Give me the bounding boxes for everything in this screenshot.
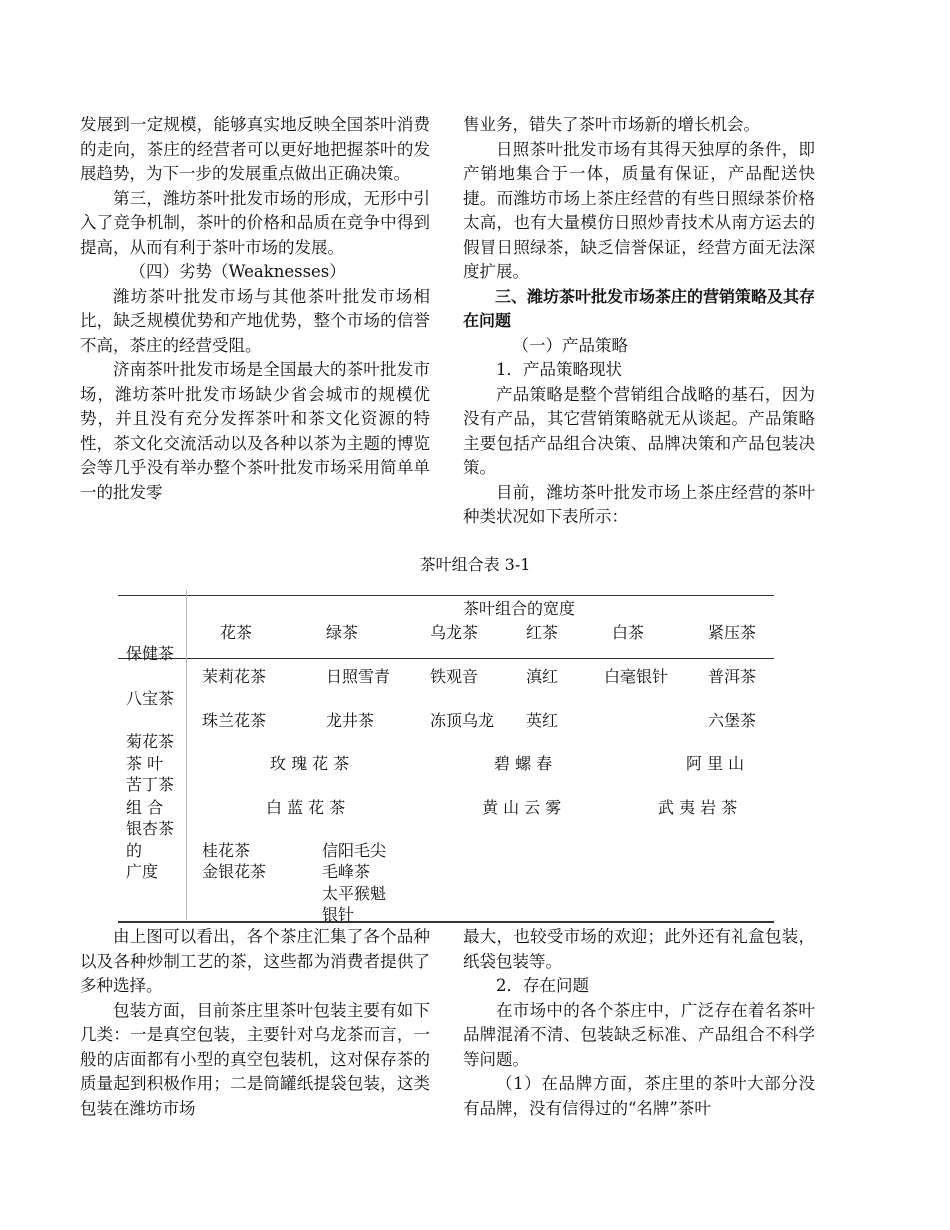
depth-label: 苦丁茶 — [126, 775, 175, 794]
depth-label: 广度 — [126, 862, 159, 881]
depth-label: 茶 叶 — [126, 754, 164, 773]
col-header-compressed: 紧压茶 — [708, 623, 757, 642]
right-column-top — [463, 113, 815, 530]
paragraph: 由上图可以看出，各个茶庄汇集了各个品种以及各种炒制工艺的茶，这些都为消费者提供了多种选择。 — [80, 927, 430, 995]
paragraph: 产品策略是整个营销组合战略的基石，因为没有产品，其它营销策略就无从谈起。产品策略主要包括产品组合决策、品牌决策和产品包装决策。 — [463, 384, 815, 477]
table-cell: 英红 — [526, 711, 559, 730]
table-cell: 日照雪青 — [326, 667, 391, 686]
right-column-bottom — [463, 925, 815, 1121]
table-cell: 滇红 — [526, 667, 559, 686]
paragraph: （1）在品牌方面，茶庄里的茶叶大部分没有品牌，没有信得过的“名牌”茶叶 — [463, 1074, 815, 1118]
table-cell: 毛峰茶 — [322, 862, 371, 881]
table-cell: 桂花茶 — [202, 841, 251, 860]
table-cell: 冻顶乌龙 — [430, 711, 495, 730]
table-cell: 金银花茶 — [202, 862, 267, 881]
paragraph: 目前，潍坊茶叶批发市场上茶庄经营的茶叶种类状况如下表所示： — [463, 482, 815, 526]
subsection-heading: （一）产品策略 — [512, 335, 628, 355]
depth-label: 组 合 — [126, 798, 164, 817]
paragraph: 第三，潍坊茶叶批发市场的形成，无形中引入了竞争机制，茶叶的价格和品质在竞争中得到提高，从而有利于茶叶市场的发展。 — [80, 188, 430, 257]
table-cell: 黄 山 云 雾 — [482, 798, 562, 817]
table-bottom-rule — [118, 921, 774, 923]
table-cell: 信阳毛尖 — [322, 841, 387, 860]
table-cell: 阿 里 山 — [686, 754, 745, 773]
table-cell: 六堡茶 — [708, 711, 757, 730]
table-top-rule — [118, 595, 774, 596]
depth-label: 菊花茶 — [126, 732, 175, 751]
col-header-black: 红茶 — [526, 623, 559, 642]
table-cell: 玫 瑰 花 茶 — [270, 754, 350, 773]
col-header-flower: 花茶 — [220, 623, 253, 642]
table-cell: 龙井茶 — [326, 711, 375, 730]
subsection-heading: 1．产品策略现状 — [496, 360, 622, 379]
paragraph: 包装方面，目前茶庄里茶叶包装主要有如下几类：一是真空包装，主要针对乌龙茶而言，一般的店面都有小型的真空包装机，这对保存茶的质量起到积极作用；二是筒罐纸提袋包装，这类包装在潍坊市场 — [80, 1000, 430, 1118]
depth-label: 银杏茶 — [126, 819, 175, 838]
width-header: 茶叶组合的宽度 — [463, 599, 576, 618]
depth-label: 八宝茶 — [126, 689, 175, 708]
table-cell: 碧 螺 春 — [494, 754, 553, 773]
table-header-rule — [118, 658, 774, 659]
table-cell: 普洱茶 — [708, 667, 757, 686]
col-header-green: 绿茶 — [326, 623, 359, 642]
left-column-top — [80, 113, 430, 505]
section-heading: 三、潍坊茶叶批发市场茶庄的营销策略及其存在问题 — [463, 286, 816, 330]
paragraph: 潍坊茶叶批发市场与其他茶叶批发市场相比，缺乏规模优势和产地优势，整个市场的信誉不高，茶庄的经营受阻。 — [80, 286, 430, 355]
table-caption: 茶叶组合表 3-1 — [419, 555, 531, 574]
table-cell: 白 蓝 花 茶 — [266, 798, 346, 817]
paragraph: 发展到一定规模，能够真实地反映全国茶叶消费的走向，茶庄的经营者可以更好地把握茶叶的发展趋势，为下一步的发展重点做出正确决策。 — [80, 115, 430, 183]
left-column-bottom — [80, 925, 430, 1121]
paragraph: 日照茶叶批发市场有其得天独厚的条件，即产销地集合于一体，质量有保证，产品配送快捷。而潍坊市场上茶庄经营的有些日照绿茶价格太高，也有大量模仿日照炒青技术从南方运去的假冒日照绿茶，缺乏信誉保证，经营方面无法深度扩展。 — [463, 139, 815, 281]
paragraph: 最大，也较受市场的欢迎；此外还有礼盒包装，纸袋包装等。 — [463, 927, 815, 971]
table-vertical-rule — [186, 590, 187, 920]
table-cell: 珠兰花茶 — [202, 711, 267, 730]
subsection-heading: 2．存在问题 — [496, 976, 589, 995]
table-cell: 白毫银针 — [604, 667, 669, 686]
col-header-white: 白茶 — [612, 623, 645, 642]
depth-label: 的 — [126, 841, 143, 860]
table-cell: 武 夷 岩 茶 — [658, 798, 738, 817]
depth-label: 保健茶 — [126, 644, 175, 663]
paragraph: 售业务，错失了茶叶市场新的增长机会。 — [463, 115, 760, 134]
paragraph: 在市场中的各个茶庄中，广泛存在着名茶叶品牌混淆不清、包装缺乏标准、产品组合不科学等问题。 — [463, 1000, 815, 1069]
table-cell: 茉莉花茶 — [202, 667, 267, 686]
table-cell: 银针 — [322, 905, 355, 924]
section-heading: （四）劣势（Weaknesses） — [129, 262, 346, 281]
table-cell: 铁观音 — [430, 667, 479, 686]
paragraph: 济南茶叶批发市场是全国最大的茶叶批发市场，潍坊茶叶批发市场缺少省会城市的规模优势，并且没有充分发挥茶叶和茶文化资源的特性，茶文化交流活动以及各种以茶为主题的博览会等几乎没有举办整个茶叶批发市场采用简单单一的批发零 — [80, 360, 430, 502]
table-cell: 太平猴魁 — [322, 884, 387, 903]
col-header-oolong: 乌龙茶 — [430, 623, 479, 642]
